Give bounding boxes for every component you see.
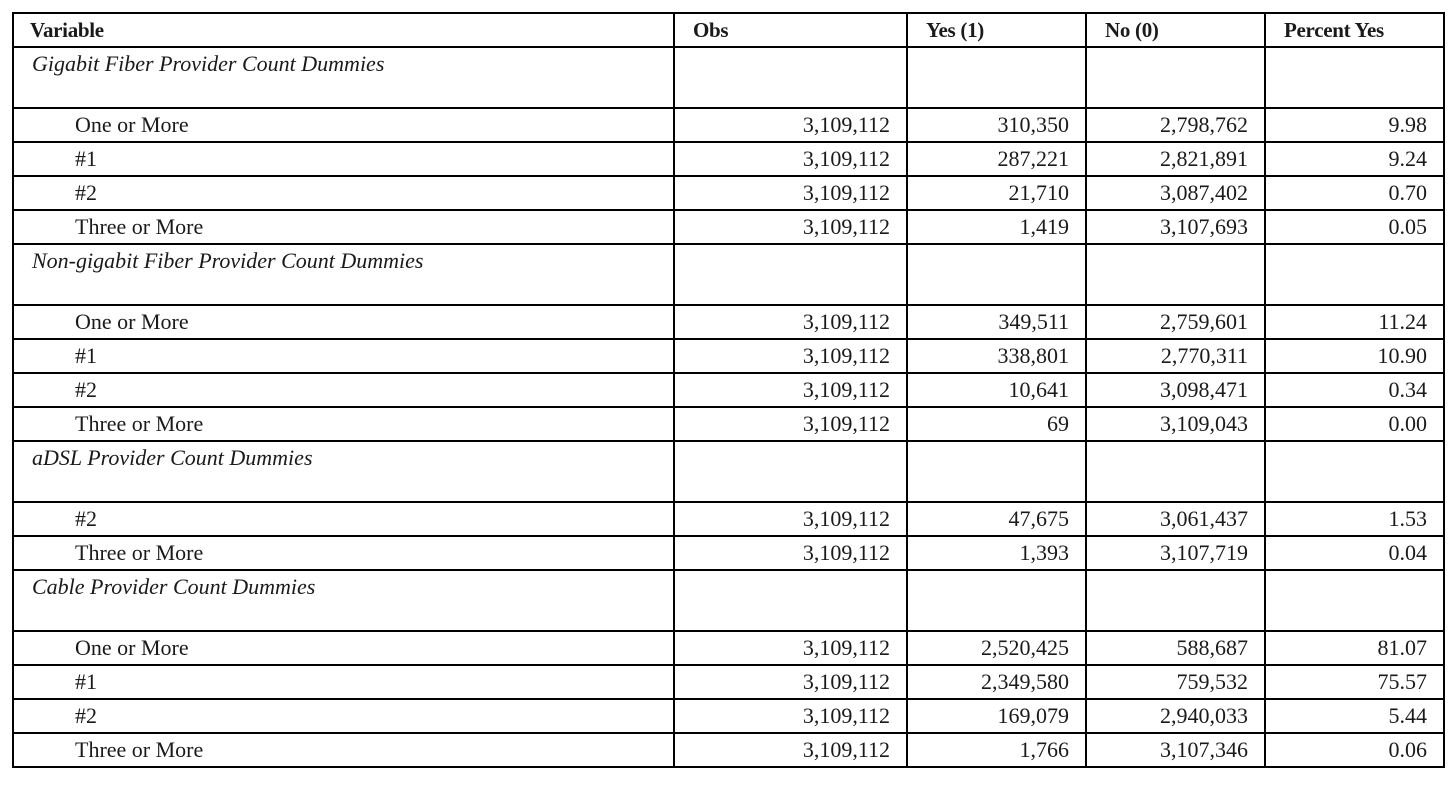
header-variable: Variable — [13, 13, 674, 47]
obs-value: 3,109,112 — [674, 373, 907, 407]
table-row — [13, 665, 1444, 699]
obs-value: 3,109,112 — [674, 699, 907, 733]
group-header-row — [13, 441, 1444, 502]
percent-value: 0.70 — [1265, 176, 1444, 210]
percent-value: 9.98 — [1265, 108, 1444, 142]
obs-value: 3,109,112 — [674, 733, 907, 767]
row-label: #1 — [13, 142, 674, 176]
row-label: #2 — [13, 699, 674, 733]
obs-value: 3,109,112 — [674, 665, 907, 699]
header-obs: Obs — [674, 13, 907, 47]
yes-value: 338,801 — [907, 339, 1086, 373]
table-row — [13, 502, 1444, 536]
table-row — [13, 339, 1444, 373]
table-row — [13, 176, 1444, 210]
no-value: 3,107,719 — [1086, 536, 1265, 570]
obs-value: 3,109,112 — [674, 339, 907, 373]
yes-value: 349,511 — [907, 305, 1086, 339]
percent-value: 75.57 — [1265, 665, 1444, 699]
table-row — [13, 373, 1444, 407]
percent-value: 5.44 — [1265, 699, 1444, 733]
yes-value: 2,349,580 — [907, 665, 1086, 699]
percent-value: 11.24 — [1265, 305, 1444, 339]
obs-value: 3,109,112 — [674, 631, 907, 665]
no-value: 2,770,311 — [1086, 339, 1265, 373]
percent-value: 0.05 — [1265, 210, 1444, 244]
table-row — [13, 142, 1444, 176]
row-label: Three or More — [13, 733, 674, 767]
table-row — [13, 210, 1444, 244]
table-row — [13, 733, 1444, 767]
row-label: One or More — [13, 305, 674, 339]
yes-value: 69 — [907, 407, 1086, 441]
percent-value: 0.06 — [1265, 733, 1444, 767]
group-header-row — [13, 47, 1444, 108]
obs-value: 3,109,112 — [674, 305, 907, 339]
yes-value: 1,393 — [907, 536, 1086, 570]
no-value: 3,087,402 — [1086, 176, 1265, 210]
yes-value: 10,641 — [907, 373, 1086, 407]
yes-value: 287,221 — [907, 142, 1086, 176]
no-value: 2,821,891 — [1086, 142, 1265, 176]
row-label: #1 — [13, 665, 674, 699]
row-label: Three or More — [13, 407, 674, 441]
no-value: 2,759,601 — [1086, 305, 1265, 339]
header-percent-yes: Percent Yes — [1265, 13, 1444, 47]
percent-value: 0.34 — [1265, 373, 1444, 407]
obs-value: 3,109,112 — [674, 407, 907, 441]
table-row — [13, 536, 1444, 570]
obs-value: 3,109,112 — [674, 176, 907, 210]
group-title: Cable Provider Count Dummies — [13, 570, 674, 631]
header-yes: Yes (1) — [907, 13, 1086, 47]
yes-value: 21,710 — [907, 176, 1086, 210]
group-header-row — [13, 570, 1444, 631]
yes-value: 1,766 — [907, 733, 1086, 767]
no-value: 3,107,346 — [1086, 733, 1265, 767]
no-value: 3,107,693 — [1086, 210, 1265, 244]
table-row — [13, 631, 1444, 665]
row-label: #2 — [13, 373, 674, 407]
no-value: 588,687 — [1086, 631, 1265, 665]
row-label: One or More — [13, 108, 674, 142]
table-row — [13, 305, 1444, 339]
no-value: 3,109,043 — [1086, 407, 1265, 441]
percent-value: 0.00 — [1265, 407, 1444, 441]
percent-value: 81.07 — [1265, 631, 1444, 665]
header-row — [13, 13, 1444, 47]
obs-value: 3,109,112 — [674, 108, 907, 142]
obs-value: 3,109,112 — [674, 142, 907, 176]
row-label: #2 — [13, 502, 674, 536]
obs-value: 3,109,112 — [674, 210, 907, 244]
yes-value: 169,079 — [907, 699, 1086, 733]
no-value: 3,098,471 — [1086, 373, 1265, 407]
row-label: #1 — [13, 339, 674, 373]
row-label: Three or More — [13, 210, 674, 244]
no-value: 759,532 — [1086, 665, 1265, 699]
yes-value: 310,350 — [907, 108, 1086, 142]
obs-value: 3,109,112 — [674, 502, 907, 536]
row-label: One or More — [13, 631, 674, 665]
yes-value: 47,675 — [907, 502, 1086, 536]
row-label: Three or More — [13, 536, 674, 570]
row-label: #2 — [13, 176, 674, 210]
percent-value: 1.53 — [1265, 502, 1444, 536]
no-value: 3,061,437 — [1086, 502, 1265, 536]
header-no: No (0) — [1086, 13, 1265, 47]
percent-value: 10.90 — [1265, 339, 1444, 373]
obs-value: 3,109,112 — [674, 536, 907, 570]
no-value: 2,940,033 — [1086, 699, 1265, 733]
table-body — [13, 47, 1444, 767]
group-title: Gigabit Fiber Provider Count Dummies — [13, 47, 674, 108]
group-header-row — [13, 244, 1444, 305]
no-value: 2,798,762 — [1086, 108, 1265, 142]
group-title: aDSL Provider Count Dummies — [13, 441, 674, 502]
percent-value: 9.24 — [1265, 142, 1444, 176]
yes-value: 2,520,425 — [907, 631, 1086, 665]
table-row — [13, 108, 1444, 142]
summary-statistics-table — [12, 12, 1445, 768]
percent-value: 0.04 — [1265, 536, 1444, 570]
table-row — [13, 699, 1444, 733]
group-title: Non-gigabit Fiber Provider Count Dummies — [13, 244, 674, 305]
yes-value: 1,419 — [907, 210, 1086, 244]
table-row — [13, 407, 1444, 441]
